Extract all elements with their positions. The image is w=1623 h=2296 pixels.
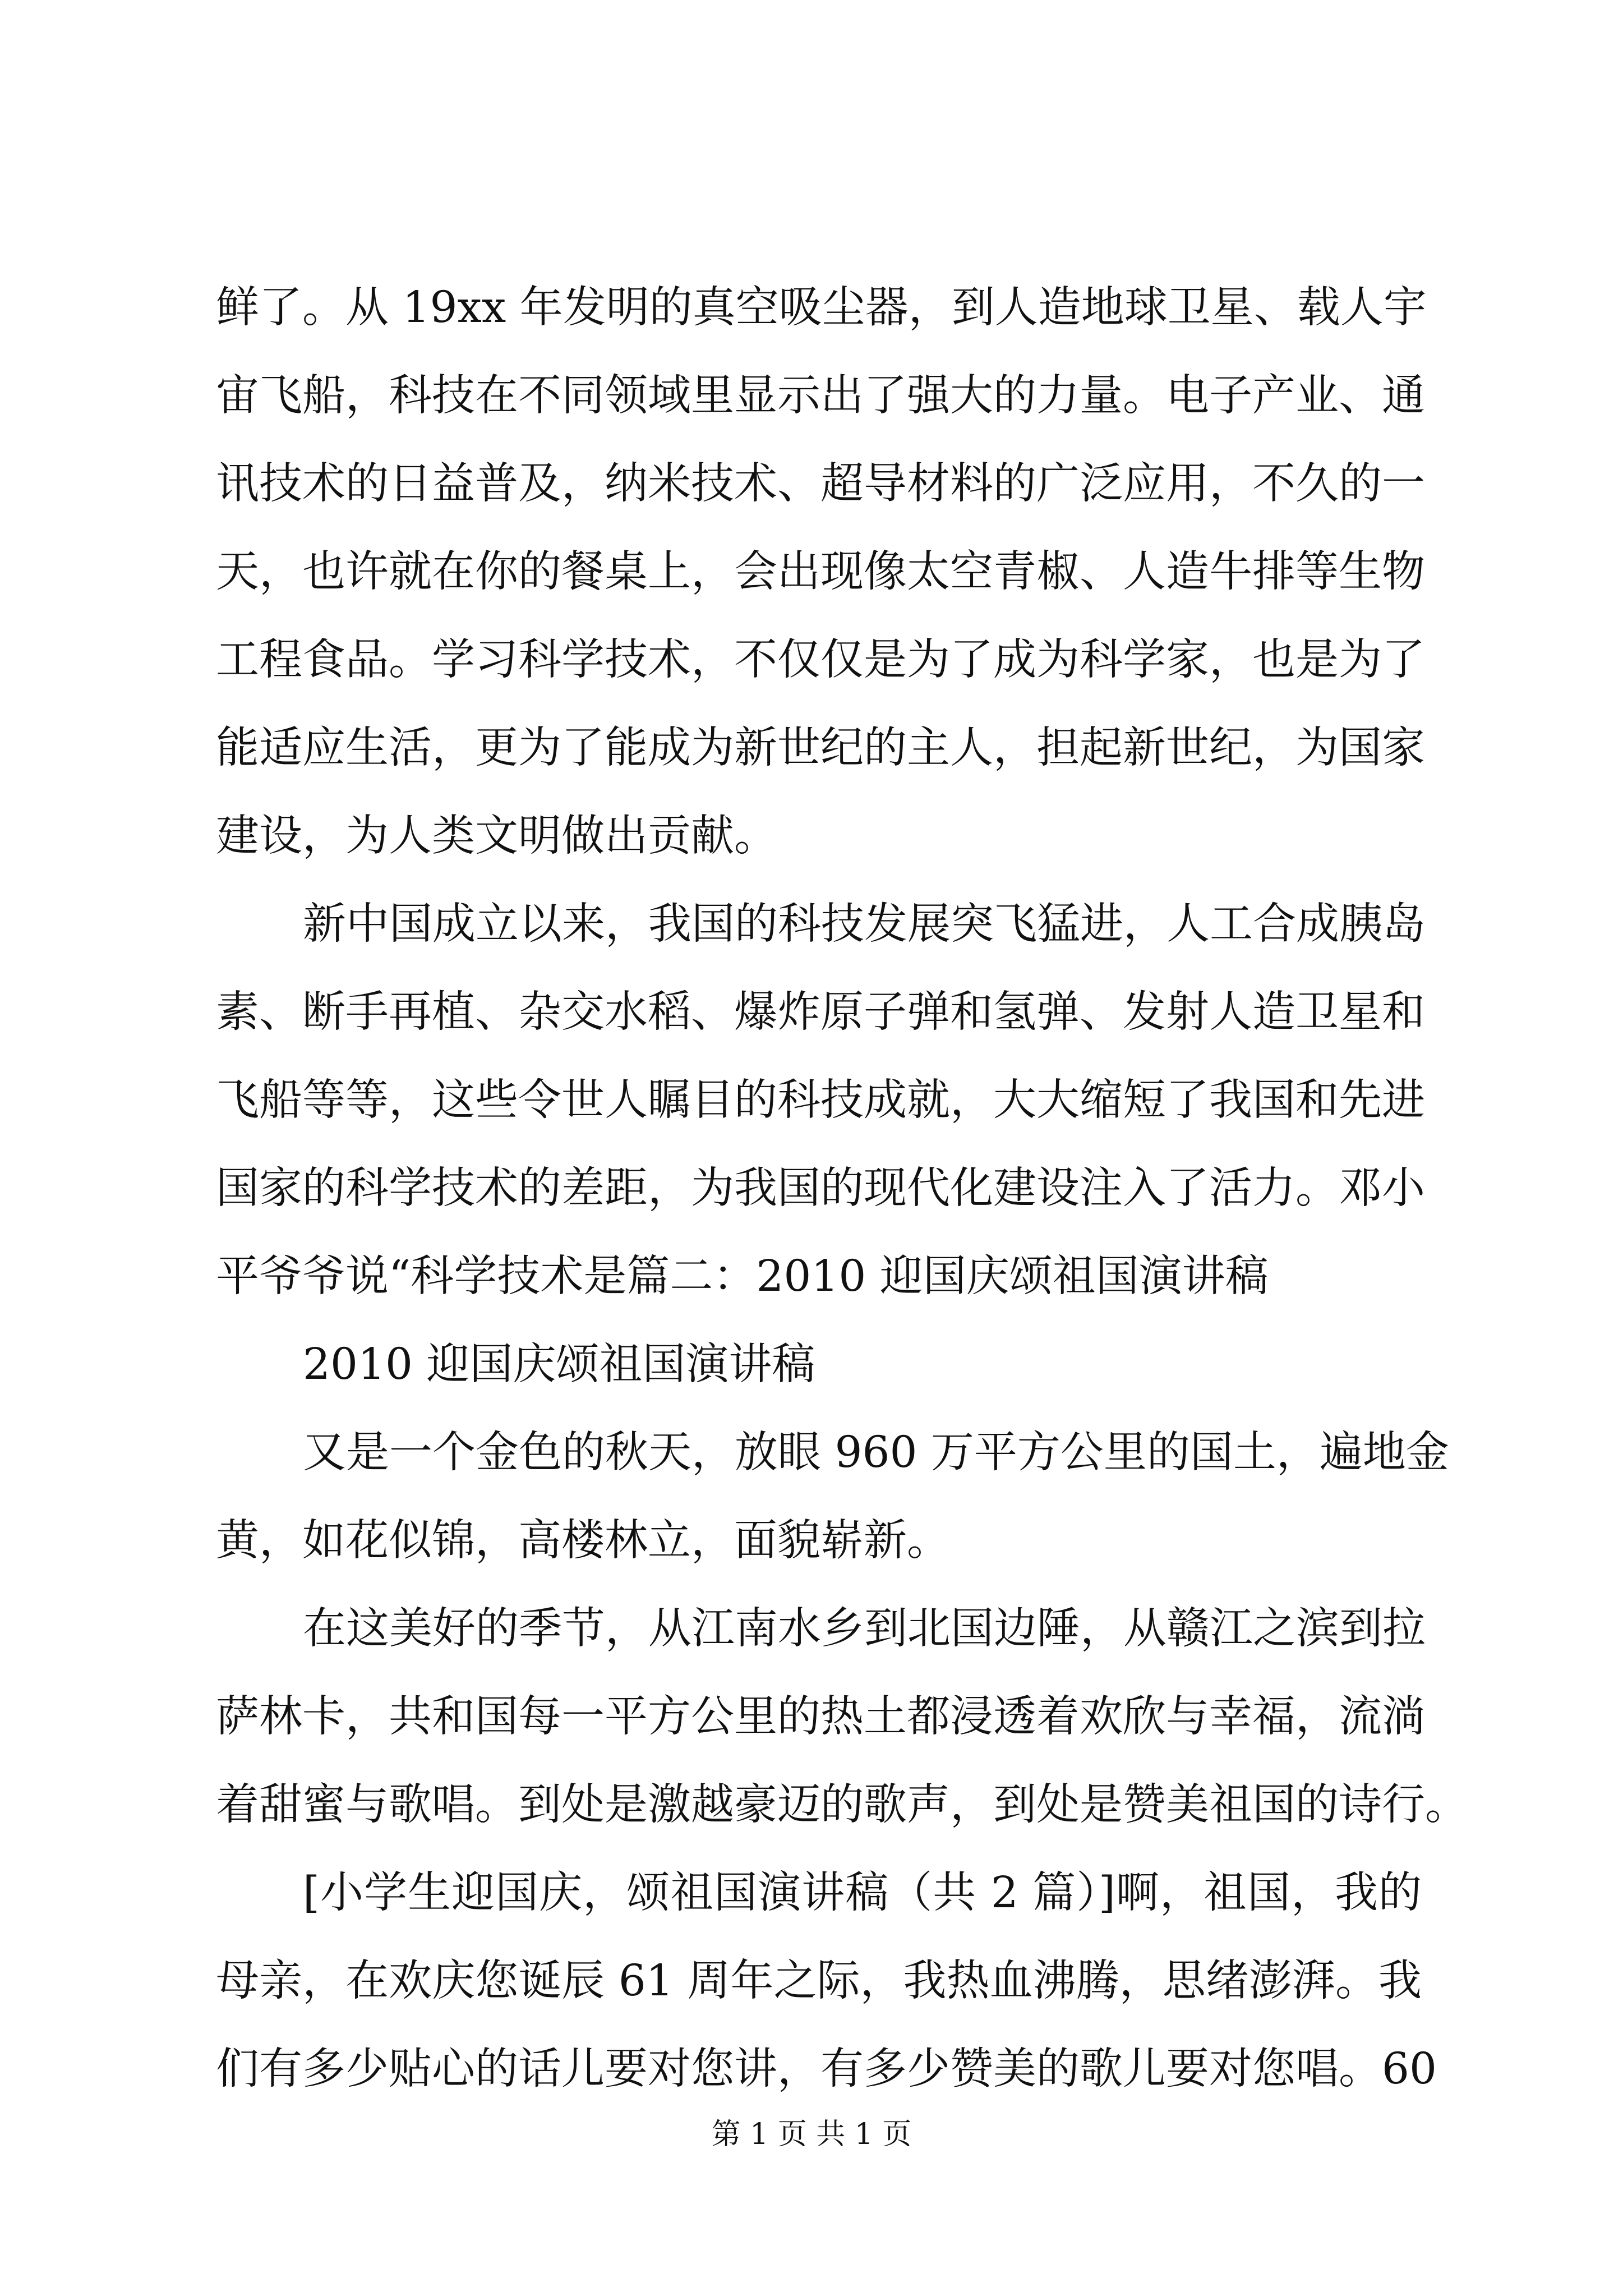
body-text-line: 黄，如花似锦，高楼林立，面貌崭新。: [216, 1516, 950, 1566]
body-text-line: 建设，为人类文明做出贡献。: [216, 811, 777, 861]
body-text-line: 们有多少贴心的话儿要对您讲，有多少赞美的歌儿要对您唱。60: [216, 2044, 1437, 2094]
body-text-line: 平爷爷说“科学技术是篇二：2010 迎国庆颂祖国演讲稿: [216, 1251, 1269, 1301]
body-text-line: 飞船等等，这些令世人瞩目的科技成就，大大缩短了我国和先进: [216, 1075, 1425, 1125]
paragraph-first-line: 又是一个金色的秋天，放眼 960 万平方公里的国土，遍地金: [303, 1428, 1449, 1478]
body-text-line: 国家的科学技术的差距，为我国的现代化建设注入了活力。邓小: [216, 1163, 1425, 1213]
body-text-line: 工程食品。学习科学技术，不仅仅是为了成为科学家，也是为了: [216, 635, 1425, 685]
body-text-line: 萨林卡，共和国每一平方公里的热土都浸透着欢欣与幸福，流淌: [216, 1692, 1425, 1742]
body-text-line: 鲜了。从 19xx 年发明的真空吸尘器，到人造地球卫星、载人宇: [216, 283, 1427, 333]
page-footer: 第 1 页 共 1 页: [711, 2118, 912, 2151]
body-text-line: 母亲，在欢庆您诞辰 61 周年之际，我热血沸腾，思绪澎湃。我: [216, 1956, 1422, 2006]
paragraph-first-line: [小学生迎国庆，颂祖国演讲稿（共 2 篇）]啊，祖国，我的: [303, 1868, 1422, 1918]
paragraph-first-line: 新中国成立以来，我国的科技发展突飞猛进，人工合成胰岛: [303, 899, 1426, 949]
body-text-line: 能适应生活，更为了能成为新世纪的主人，担起新世纪，为国家: [216, 723, 1425, 773]
body-text-line: 着甜蜜与歌唱。到处是激越豪迈的歌声，到处是赞美祖国的诗行。: [216, 1780, 1468, 1830]
section-heading: 2010 迎国庆颂祖国演讲稿: [303, 1340, 815, 1389]
body-text-line: 讯技术的日益普及，纳米技术、超导材料的广泛应用，不久的一: [216, 459, 1425, 509]
body-text-line: 宙飞船，科技在不同领域里显示出了强大的力量。电子产业、通: [216, 371, 1425, 421]
paragraph-first-line: 在这美好的季节，从江南水乡到北国边陲，从赣江之滨到拉: [303, 1604, 1426, 1654]
body-text-line: 素、断手再植、杂交水稻、爆炸原子弹和氢弹、发射人造卫星和: [216, 987, 1425, 1037]
body-text-line: 天，也许就在你的餐桌上，会出现像太空青椒、人造牛排等生物: [216, 547, 1425, 597]
